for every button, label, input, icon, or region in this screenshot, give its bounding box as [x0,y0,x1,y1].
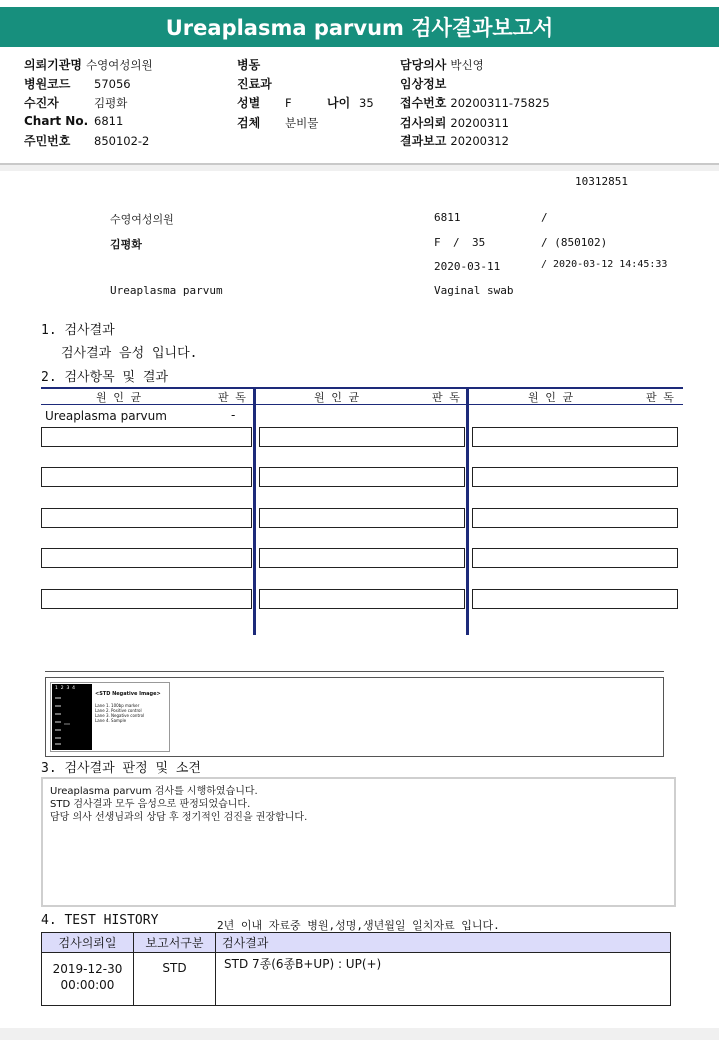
result-cell [41,508,252,528]
remark-line: Ureaplasma parvum 검사를 시행하였습니다. [50,786,258,797]
doctor-field [400,56,484,73]
page-bottom [0,1028,719,1040]
doc-collect-date: 2020-03-11 [434,260,501,273]
institution-value: 수영여성의원 [85,58,153,72]
age-value: 35 [359,96,374,110]
result-cell [259,548,465,568]
remark-line: 담당 의사 선생님과의 상담 후 정기적인 검진을 권장합니다. [50,812,308,823]
chart-label: Chart No. [24,114,89,128]
report-date-value: 20200312 [450,134,509,148]
result-cell [259,427,465,447]
result-cell [41,467,252,487]
history-col-type: 보고서구분 [134,933,216,953]
doc-sex-slash: / [453,236,460,249]
result-cell [41,589,252,609]
specimen-value: 분비물 [285,116,319,130]
gel-electrophoresis-image [50,682,170,752]
gel-legend-item: Lane 1. 100bp marker [95,703,140,708]
remark-line: STD 검사결과 모두 음성으로 판정되었습니다. [50,799,251,810]
result-cell [472,467,678,487]
history-col-date: 검사의뢰일 [42,933,134,953]
result-cell [472,427,678,447]
chart-field [24,114,123,128]
clinical-field [400,75,450,92]
gel-legend-item: Lane 4. Sample [95,718,127,723]
divider-line [45,671,664,672]
section2-title: 2. 검사항목 및 결과 [41,370,169,385]
doctor-label: 담당의사 [400,58,447,72]
history-col-result: 검사결과 [216,933,671,953]
hospital-code-value: 57056 [94,77,131,91]
doc-slash: / [541,211,548,224]
result-item-value: - [231,408,236,422]
sex-value: F [285,96,292,110]
chart-value: 6811 [94,114,124,128]
history-header-row [42,933,671,953]
receipt-label: 접수번호 [400,96,447,110]
rrn-label: 주민번호 [24,134,71,148]
report-date-label: 결과보고 [400,134,447,148]
hospital-code-label: 병원코드 [24,77,71,91]
result-cell [259,508,465,528]
age-field [327,94,374,111]
result-cell [472,589,678,609]
rrn-field [24,132,149,149]
gel-bands [52,684,92,750]
institution-field [24,56,153,73]
request-value: 20200311 [450,116,509,130]
section3-title: 3. 검사결과 판정 및 소견 [41,761,201,776]
history-time: 00:00:00 [60,978,115,992]
column-separator [466,389,469,635]
col-pathogen-3: 원 인 균 [528,391,574,404]
ward-label: 병동 [237,58,261,72]
remarks-box [41,777,676,907]
doc-specimen: Vaginal swab [434,284,514,297]
gel-legend-item: Lane 2. Positive control [95,708,142,713]
section1-title: 1. 검사결과 [41,323,115,338]
remarks-text [50,785,307,824]
col-judgement-1: 판 독 [218,391,246,404]
receipt-field [400,94,550,111]
request-label: 검사의뢰 [400,116,447,130]
history-type: STD [134,953,216,1006]
sex-label: 성별 [237,96,261,110]
history-date-cell [42,953,134,1006]
gel-legend [95,703,144,723]
doc-sex: F [434,236,441,249]
report-title: Ureaplasma parvum 검사결과보고서 [0,7,719,47]
patient-value: 김평화 [94,96,128,110]
history-date: 2019-12-30 [52,962,123,976]
gel-title: <STD Negative Image> [95,691,161,697]
doc-patient: 김평화 [110,238,142,251]
gel-image-frame [45,677,664,757]
gel-lanes [52,684,92,750]
doc-institution: 수영여성의원 [110,213,174,226]
col-pathogen-1: 원 인 균 [96,391,142,404]
doc-report-datetime: / 2020-03-12 14:45:33 [541,259,668,270]
history-result: STD 7종(6종B+UP) : UP(+) [216,953,671,1006]
history-note: 2년 이내 자료중 병원,성명,생년월일 일치자료 입니다. [217,919,500,932]
result-table-header-line [41,404,683,405]
result-cell [472,548,678,568]
table-row [42,953,671,1006]
clinical-label: 임상정보 [400,77,447,91]
doc-test-name: Ureaplasma parvum [110,284,223,297]
rrn-value: 850102-2 [94,134,150,148]
dept-label: 진료과 [237,77,272,91]
doc-chart: 6811 [434,211,461,224]
result-item-name: Ureaplasma parvum [45,409,167,423]
doc-age: 35 [472,236,486,249]
history-table [41,932,671,1006]
col-judgement-3: 판 독 [646,391,674,404]
gel-legend-item: Lane 3. Negative control [95,713,145,718]
hospital-code-field [24,75,131,92]
specimen-label: 검체 [237,116,261,130]
result-cell [259,589,465,609]
result-cell [259,467,465,487]
section1-result: 검사결과 음성 입니다. [61,346,198,361]
specimen-field [237,114,318,131]
result-cell [41,548,252,568]
doc-birth: / (850102) [541,236,608,249]
document-code: 10312851 [575,175,628,188]
dept-field [237,75,276,92]
receipt-value: 20200311-75825 [450,96,550,110]
section4-title: 4. TEST HISTORY [41,913,159,928]
col-pathogen-2: 원 인 균 [314,391,360,404]
sex-field [237,94,292,111]
patient-field [24,94,127,111]
report-date-field [400,132,509,149]
doctor-value: 박신영 [450,58,484,72]
result-cell [472,508,678,528]
gel-lane-numbers: 1 2 3 4 [55,686,76,691]
ward-field [237,56,264,73]
institution-label: 의뢰기관명 [24,58,82,72]
patient-label: 수진자 [24,96,59,110]
report-header [0,50,719,165]
request-field [400,114,509,131]
result-cell [41,427,252,447]
column-separator [253,389,256,635]
col-judgement-2: 판 독 [432,391,460,404]
age-label: 나이 [327,96,351,110]
